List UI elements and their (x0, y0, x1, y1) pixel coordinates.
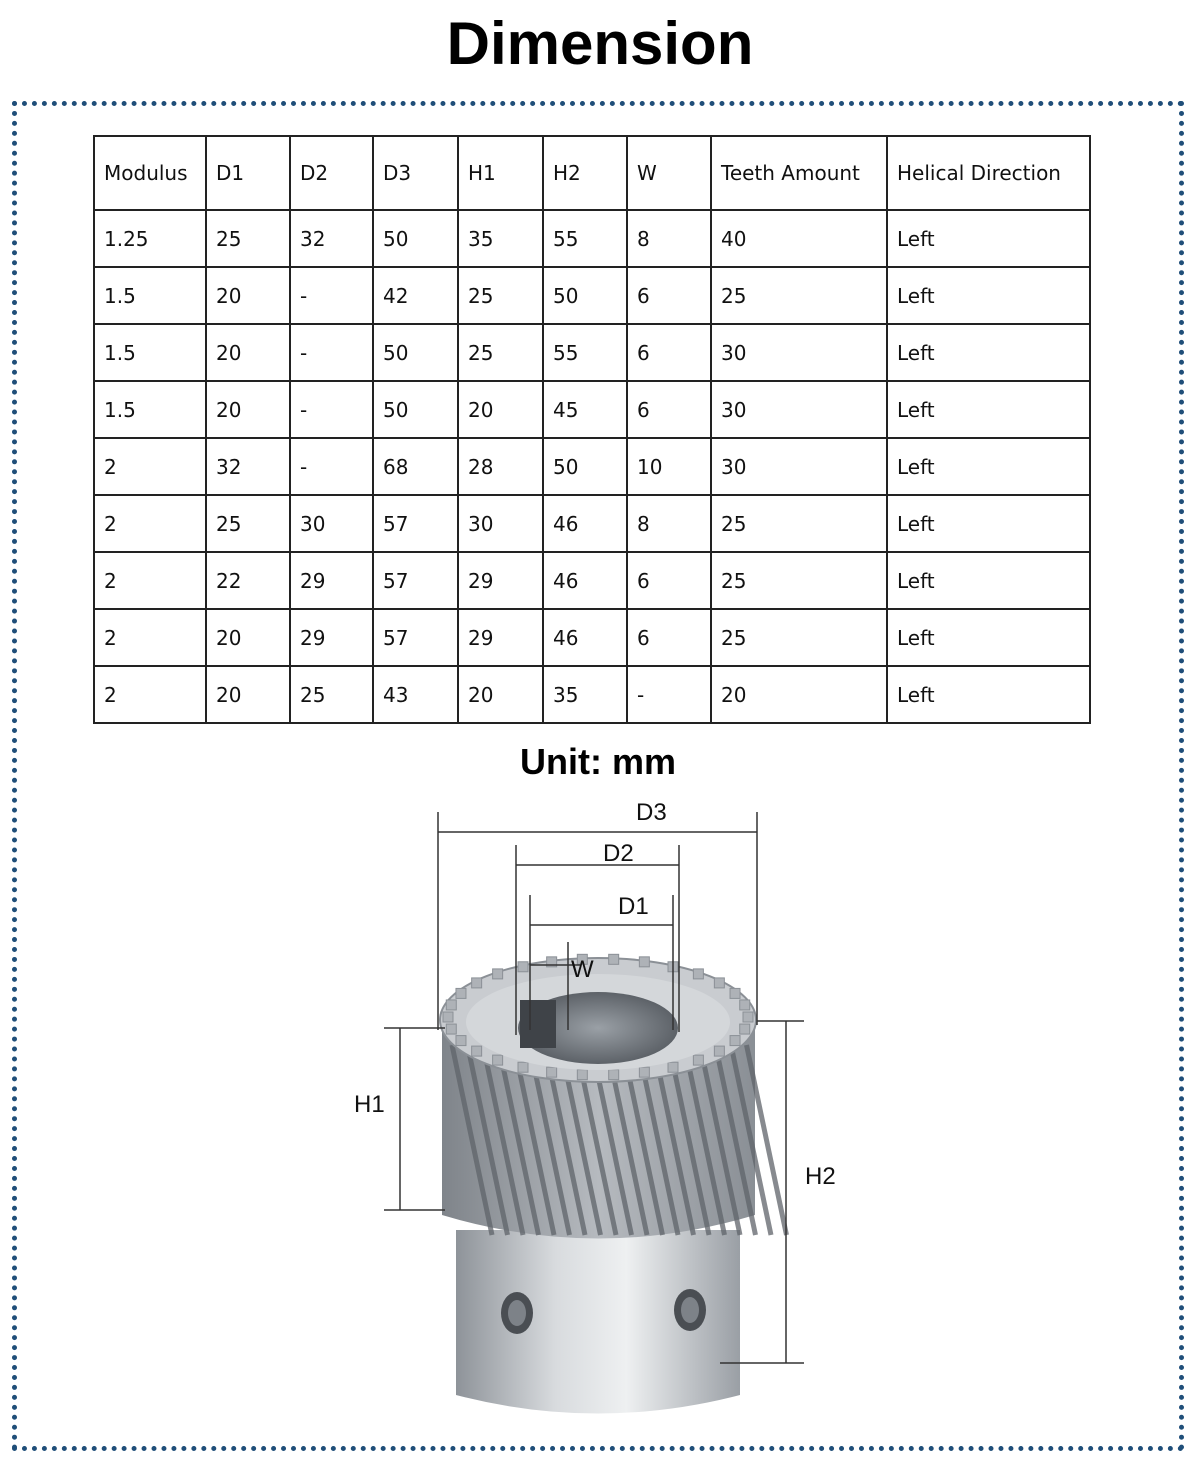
table-cell: 1.25 (94, 210, 206, 267)
helical-gear (440, 954, 787, 1238)
table-cell: 25 (290, 666, 373, 723)
gear-tooth (493, 1055, 503, 1065)
table-cell: 22 (206, 552, 290, 609)
table-cell: 32 (206, 438, 290, 495)
table-cell: 30 (711, 324, 887, 381)
column-header: W (627, 136, 711, 210)
table-cell: 25 (711, 495, 887, 552)
table-cell: 8 (627, 495, 711, 552)
table-cell: 46 (543, 552, 627, 609)
table-cell: 29 (458, 552, 543, 609)
table-cell: 25 (458, 324, 543, 381)
gear-tooth (609, 1070, 619, 1080)
table-cell: 43 (373, 666, 458, 723)
gear-tooth (730, 988, 740, 998)
table-cell: 50 (543, 438, 627, 495)
table-cell: 6 (627, 324, 711, 381)
table-cell: Left (887, 609, 1090, 666)
table-cell: 25 (206, 210, 290, 267)
gear-tooth (740, 1024, 750, 1034)
gear-tooth (609, 954, 619, 964)
table-cell: Left (887, 438, 1090, 495)
table-cell: 57 (373, 609, 458, 666)
table-cell: 25 (711, 609, 887, 666)
table-cell: 25 (458, 267, 543, 324)
table-cell: 50 (373, 324, 458, 381)
gear-tooth (547, 1067, 557, 1077)
table-cell: 20 (206, 666, 290, 723)
table-cell: Left (887, 381, 1090, 438)
table-cell: Left (887, 324, 1090, 381)
table-cell: 55 (543, 324, 627, 381)
gear-tooth (693, 1055, 703, 1065)
gear-tooth (443, 1012, 453, 1022)
table-cell: 50 (373, 210, 458, 267)
gear-tooth (493, 969, 503, 979)
column-header: Modulus (94, 136, 206, 210)
unit-label: Unit: mm (520, 741, 676, 782)
table-cell: Left (887, 210, 1090, 267)
table-cell: 6 (627, 609, 711, 666)
table-cell: 2 (94, 666, 206, 723)
table-cell: 29 (290, 552, 373, 609)
gear-tooth (714, 978, 724, 988)
gear-tooth (639, 957, 649, 967)
table-cell: - (290, 438, 373, 495)
table-cell: 42 (373, 267, 458, 324)
table-cell: 28 (458, 438, 543, 495)
label-w: W (571, 956, 594, 983)
table-cell: 10 (627, 438, 711, 495)
table-cell: - (627, 666, 711, 723)
table-cell: 2 (94, 552, 206, 609)
table-cell: 25 (206, 495, 290, 552)
table-cell: 57 (373, 495, 458, 552)
gear-tooth (668, 1062, 678, 1072)
table-cell: 50 (543, 267, 627, 324)
label-d2: D2 (603, 840, 634, 867)
table-cell: 32 (290, 210, 373, 267)
table-cell: 20 (458, 381, 543, 438)
table-cell: 2 (94, 495, 206, 552)
gear-tooth (446, 1000, 456, 1010)
column-header: D1 (206, 136, 290, 210)
table-cell: Left (887, 495, 1090, 552)
table-cell: 20 (206, 267, 290, 324)
gear-tooth (456, 1036, 466, 1046)
table-cell: 20 (458, 666, 543, 723)
table-cell: 6 (627, 552, 711, 609)
gear-tooth (446, 1024, 456, 1034)
label-h1: H1 (354, 1091, 385, 1118)
table-cell: 20 (206, 381, 290, 438)
gear-tooth (472, 1046, 482, 1056)
gear-tooth (518, 1062, 528, 1072)
gear-tooth (456, 988, 466, 998)
gear-tooth (577, 1070, 587, 1080)
column-header: Teeth Amount (711, 136, 887, 210)
gear-tooth (730, 1036, 740, 1046)
table-cell: 45 (543, 381, 627, 438)
table-cell: 2 (94, 609, 206, 666)
table-cell: 8 (627, 210, 711, 267)
table-cell: 57 (373, 552, 458, 609)
column-header: Helical Direction (887, 136, 1090, 210)
table-cell: 2 (94, 438, 206, 495)
gear-tooth (693, 969, 703, 979)
column-header: D3 (373, 136, 458, 210)
table-cell: - (290, 381, 373, 438)
table-cell: - (290, 267, 373, 324)
table-cell: 30 (290, 495, 373, 552)
gear-tooth (714, 1046, 724, 1056)
table-cell: 20 (206, 609, 290, 666)
table-cell: Left (887, 267, 1090, 324)
label-h2: H2 (805, 1163, 836, 1190)
table-cell: 1.5 (94, 324, 206, 381)
table-cell: 25 (711, 552, 887, 609)
table-cell: 29 (458, 609, 543, 666)
table-cell: 35 (458, 210, 543, 267)
table-cell: 50 (373, 381, 458, 438)
column-header: H2 (543, 136, 627, 210)
table-cell: 40 (711, 210, 887, 267)
gear-tooth (639, 1067, 649, 1077)
table-cell: Left (887, 666, 1090, 723)
table-cell: 25 (711, 267, 887, 324)
table-cell: 1.5 (94, 267, 206, 324)
table-cell: 30 (458, 495, 543, 552)
table-cell: 46 (543, 495, 627, 552)
table-cell: 30 (711, 438, 887, 495)
gear-tooth (740, 1000, 750, 1010)
table-cell: 6 (627, 381, 711, 438)
column-header: H1 (458, 136, 543, 210)
gear-tooth (743, 1012, 753, 1022)
gear-hub (456, 1230, 740, 1414)
table-cell: 35 (543, 666, 627, 723)
table-cell: Left (887, 552, 1090, 609)
keyway (520, 1000, 556, 1048)
label-d3: D3 (636, 799, 667, 826)
table-cell: 1.5 (94, 381, 206, 438)
table-cell: 20 (711, 666, 887, 723)
gear-tooth (472, 978, 482, 988)
table-cell: - (290, 324, 373, 381)
table-cell: 46 (543, 609, 627, 666)
table-cell: 29 (290, 609, 373, 666)
column-header: D2 (290, 136, 373, 210)
label-d1: D1 (618, 893, 649, 920)
page-title: Dimension (446, 10, 754, 77)
gear-tooth (518, 962, 528, 972)
table-cell: 55 (543, 210, 627, 267)
table-cell: 6 (627, 267, 711, 324)
table-cell: 30 (711, 381, 887, 438)
table-cell: 20 (206, 324, 290, 381)
table-cell: 68 (373, 438, 458, 495)
